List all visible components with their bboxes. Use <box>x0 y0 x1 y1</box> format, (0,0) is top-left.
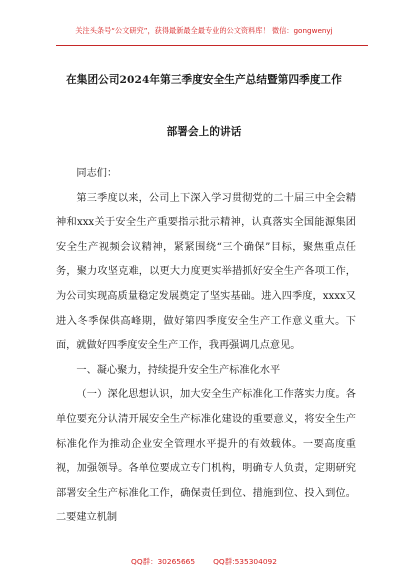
footer-contact <box>0 556 408 567</box>
document-body <box>56 162 356 531</box>
section-heading-1: 一、凝心聚力，持续提升安全生产标准化水平 <box>76 364 281 376</box>
header-banner: 关注头条号“公文研究”，获得最新最全最专业的公文资料库！ 微信：gongwenyj <box>75 26 333 35</box>
document-title-line2: 部署会上的讲话 <box>166 126 242 138</box>
header-divider <box>56 45 368 46</box>
paragraph-intro: 第三季度以来，公司上下深入学习贯彻党的二十届三中全会精神和xxx关于安全生产重要指示批示精神，认真落实全国能源集团安全生产视频会议精神，紧紧围绕“三个确保”目标，聚焦重点任务，聚力攻坚克难，以更大力度更实举措抓好安全生产各项工作，为公司实现高质量稳定发展奠定了坚实基础。进入四季度，xxxx又进入冬季保供高峰期，做好第四季度安全生产工作意义重大。下面，就做好四季度安全生产工作，我再强调几点意见。 <box>56 192 356 352</box>
document-title-line1: 在集团公司2024年第三季度安全生产总结暨第四季度工作 <box>66 74 342 86</box>
paragraph-standardization: （一）深化思想认识，加大安全生产标准化工作落实力度。各单位要充分认清开展安全生产标准化建设的重要意义，将安全生产标准化作为推动企业安全管理水平提升的有效载体。一要高度重视，加强领导。各单位要成立专门机构，明确专人负责，定期研究部署安全生产标准化工作，确保责任到位、措施到位、投入到位。二要建立机制 <box>56 389 356 524</box>
footer-qq-group-1: QQ群：30265665 <box>131 557 196 566</box>
footer-qq-group-2: QQ群:535304092 <box>213 557 277 566</box>
salutation: 同志们： <box>76 168 118 179</box>
